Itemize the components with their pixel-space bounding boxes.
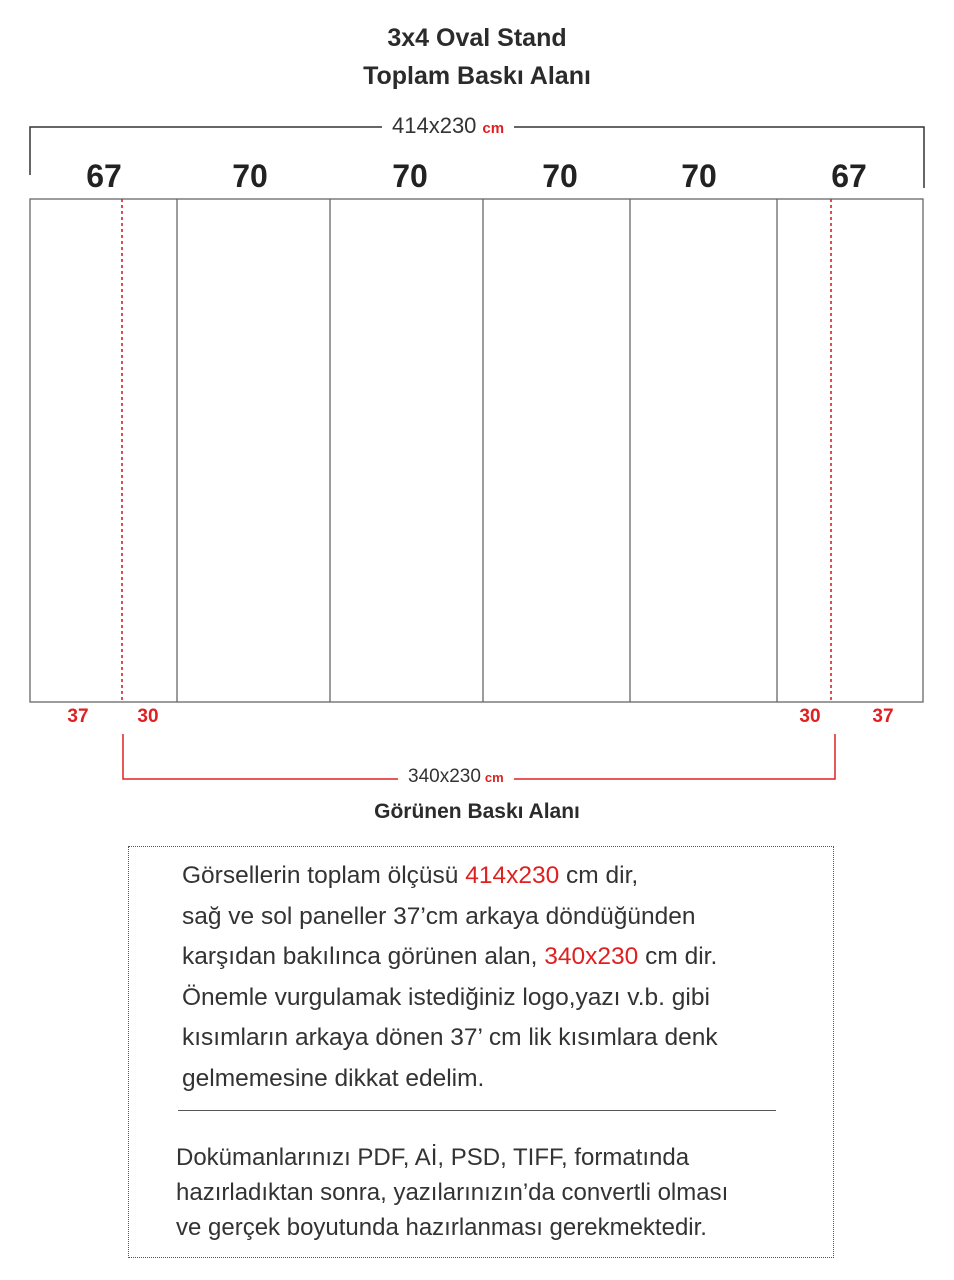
print-area-outline — [30, 199, 923, 702]
left-front-width-label: 30 — [137, 706, 159, 727]
visible-dimension-label: 340x230 cm — [398, 766, 514, 788]
diagram-title: 3x4 Oval Stand — [387, 24, 567, 52]
panel-width-label: 70 — [232, 158, 268, 194]
note-line: sağ ve sol paneller 37’cm arkaya döndüğünden — [182, 902, 696, 930]
left-back-width-label: 37 — [67, 706, 89, 727]
right-front-width-label: 30 — [799, 706, 821, 727]
right-back-width-label: 37 — [872, 706, 894, 727]
panel-width-label: 67 — [831, 158, 867, 194]
visible-area-title: Görünen Baskı Alanı — [374, 800, 580, 823]
note-line: karşıdan bakılınca görünen alan, 340x230 cm dir. — [182, 943, 718, 970]
note-line: Önemle vurgulamak istediğiniz logo,yazı v.b. gibi — [182, 983, 710, 1011]
note-line: ve gerçek boyutunda hazırlanması gerekmektedir. — [176, 1214, 707, 1241]
panel-width-label: 70 — [392, 158, 428, 194]
panel-width-label: 70 — [542, 158, 578, 194]
document-format-note — [176, 1140, 728, 1245]
note-line: kısımların arkaya dönen 37’ cm lik kısımlara denk — [182, 1024, 718, 1051]
note-line: Görsellerin toplam ölçüsü 414x230 cm dir, — [182, 862, 639, 889]
panel-width-label: 70 — [681, 158, 717, 194]
total-dimension-label: 414x230 cm — [382, 113, 514, 139]
note-line: hazırladıktan sonra, yazılarınızın’da convertli olması — [176, 1179, 729, 1206]
note-line: Dokümanlarınızı PDF, Aİ, PSD, TIFF, formatında — [176, 1144, 690, 1171]
note-divider — [178, 1110, 776, 1111]
panel-width-label: 67 — [86, 158, 122, 194]
diagram-subtitle: Toplam Baskı Alanı — [363, 62, 591, 90]
size-note — [182, 856, 718, 1099]
note-line: gelmemesine dikkat edelim. — [182, 1064, 485, 1092]
